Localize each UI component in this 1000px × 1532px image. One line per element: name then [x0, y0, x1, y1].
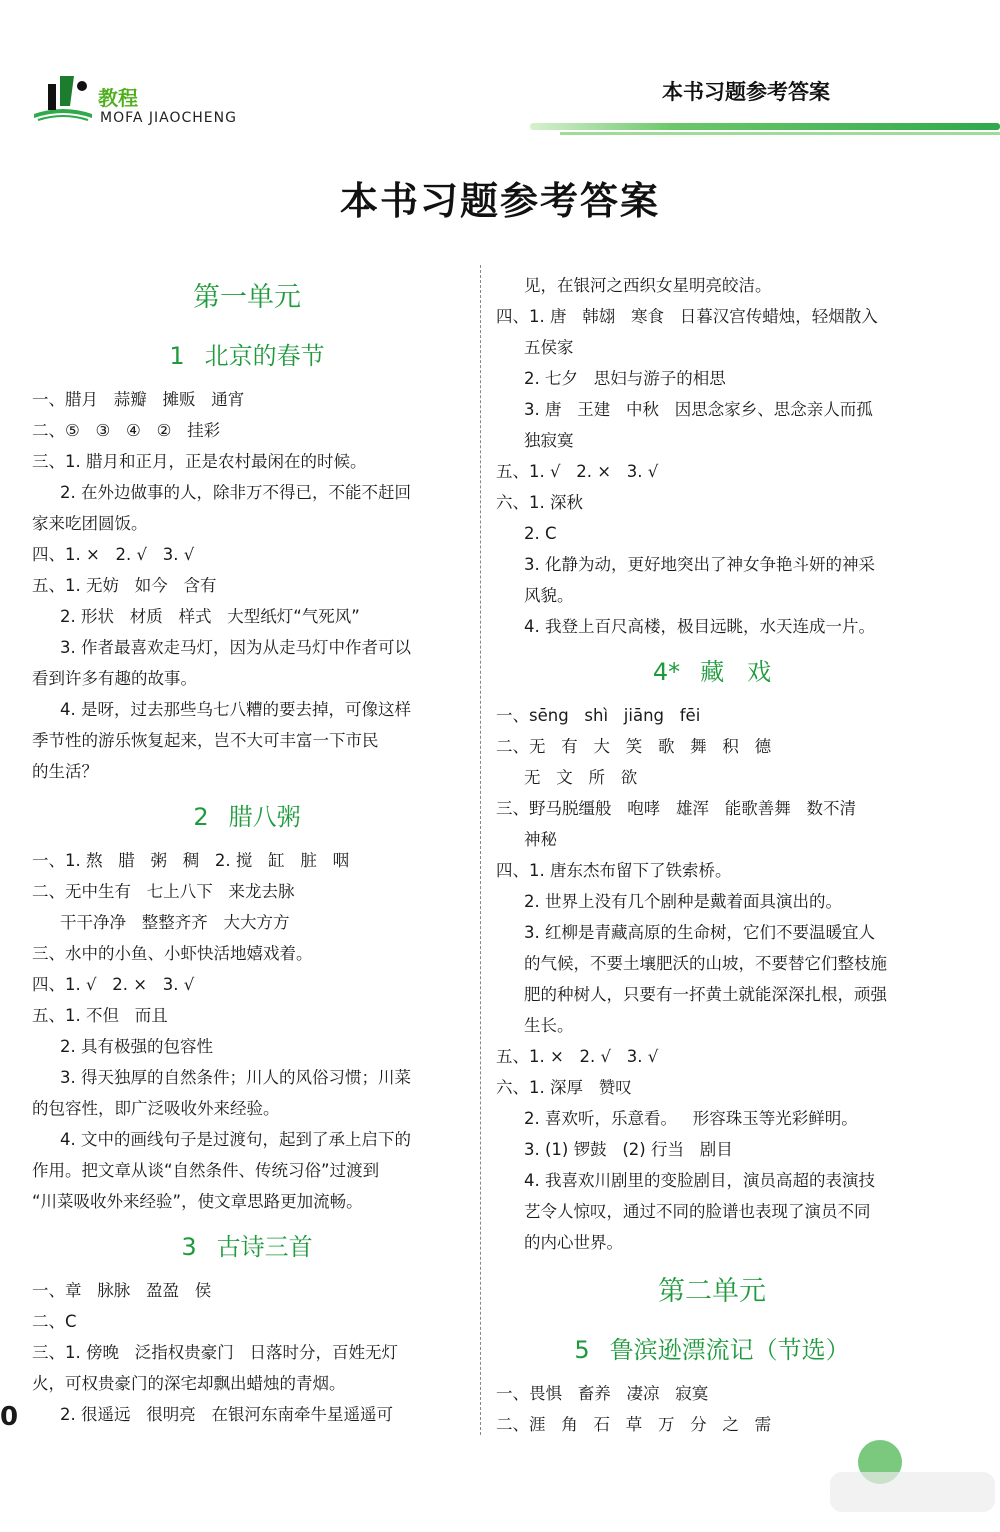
answer-line: 一、sēng shì jiāng fēi: [496, 706, 701, 725]
answer-line: 作用。把文章从谈“自然条件、传统习俗”过渡到: [32, 1161, 380, 1180]
answer-line: 神秘: [524, 830, 557, 849]
logo-text-cn: 教程: [98, 86, 138, 110]
answer-line: 一、腊月 蒜瓣 摊贩 通宵: [32, 390, 245, 409]
answer-line: 2. 在外边做事的人，除非万不得已，不能不赶回: [60, 483, 411, 502]
answer-line: 二、C: [32, 1312, 77, 1331]
answer-line: 二、涯 角 石 草 万 分 之 需: [496, 1415, 772, 1434]
answer-line: 2. 形状 材质 样式 大型纸灯“气死风”: [60, 607, 360, 626]
answer-line: 4. 是呀，过去那些乌七八糟的要去掉，可像这样: [60, 700, 411, 719]
answer-line: 2. 具有极强的包容性: [60, 1037, 213, 1056]
answer-line: 见，在银河之西织女星明亮皎洁。: [524, 276, 772, 295]
answer-line: 4. 文中的画线句子是过渡句，起到了承上启下的: [60, 1130, 411, 1149]
answer-line: 3. 红柳是青藏高原的生命树，它们不要温暖宜人: [524, 923, 875, 942]
answer-line: 二、⑤ ③ ④ ② 挂彩: [32, 421, 221, 440]
answer-line: 2. C: [524, 524, 557, 543]
answer-line: 二、无中生有 七上八下 来龙去脉: [32, 882, 295, 901]
answer-line: 家来吃团圆饭。: [32, 514, 148, 533]
answer-line: 的内心世界。: [524, 1233, 623, 1252]
answer-line: 3. 唐 王建 中秋 因思念家乡、思念亲人而孤: [524, 400, 873, 419]
answer-line: 三、水中的小鱼、小虾快活地嬉戏着。: [32, 944, 313, 963]
answer-line: 2. 很遥远 很明亮 在银河东南牵牛星遥遥可: [60, 1405, 393, 1424]
answer-line: “川菜吸收外来经验”，使文章思路更加流畅。: [32, 1192, 363, 1211]
header-decor-bar-thin: [560, 132, 1000, 135]
answer-line: 三、1. 腊月和正月，正是农村最闲在的时候。: [32, 452, 367, 471]
right-column: [496, 270, 928, 1440]
answer-line: 3. 化静为动，更好地突出了神女争艳斗妍的神采: [524, 555, 875, 574]
answer-line: 四、1. 唐 韩翃 寒食 日暮汉宫传蜡烛，轻烟散入: [496, 307, 878, 326]
lesson-heading: [496, 646, 928, 698]
answer-line: 3. 得天独厚的自然条件；川人的风俗习惯；川菜: [60, 1068, 411, 1087]
answer-line: 火，可权贵豪门的深宅却飘出蜡烛的青烟。: [32, 1374, 346, 1393]
lesson-title: 腊八粥: [228, 803, 301, 831]
answer-line: 3. (1) 锣鼓 (2) 行当 剧目: [524, 1140, 733, 1159]
lesson-title: 藏 戏: [700, 658, 772, 686]
answer-line: 肥的种树人，只要有一抔黄土就能深深扎根，顽强: [524, 985, 887, 1004]
column-divider: [480, 265, 481, 1435]
lesson-number: 5: [574, 1336, 590, 1364]
answer-line: 四、1. 唐东杰布留下了铁索桥。: [496, 861, 732, 880]
answer-line: 五侯家: [524, 338, 574, 357]
header-title: 本书习题参考答案: [662, 80, 830, 104]
answer-line: 三、1. 傍晚 泛指权贵豪门 日落时分，百姓无灯: [32, 1343, 398, 1362]
lesson-title: 鲁滨逊漂流记（节选）: [609, 1336, 850, 1364]
answer-line: 二、无 有 大 笑 歌 舞 积 德: [496, 737, 772, 756]
answer-line: 2. 喜欢听，乐意看。 形容珠玉等光彩鲜明。: [524, 1109, 858, 1128]
answer-line: 3. 作者最喜欢走马灯，因为从走马灯中作者可以: [60, 638, 411, 657]
answer-line: 4. 我喜欢川剧里的变脸剧目，演员高超的表演技: [524, 1171, 875, 1190]
answer-line: 风貌。: [524, 586, 574, 605]
answer-line: 四、1. × 2. √ 3. √: [32, 545, 195, 564]
answer-line: 生长。: [524, 1016, 574, 1035]
answer-line: 一、畏惧 畜养 凄凉 寂寞: [496, 1384, 709, 1403]
answer-line: 四、1. √ 2. × 3. √: [32, 975, 195, 994]
logo-text-en: MOFA JIAOCHENG: [100, 110, 237, 126]
answer-line: 六、1. 深秋: [496, 493, 583, 512]
unit-heading: 第一单元: [193, 282, 301, 313]
lesson-number: 3: [181, 1233, 197, 1261]
lesson-number: 1: [169, 342, 185, 370]
answer-line: 无 文 所 欲: [524, 768, 638, 787]
answer-line: 看到许多有趣的故事。: [32, 669, 197, 688]
answer-line: 三、野马脱缰般 咆哮 雄浑 能歌善舞 数不清: [496, 799, 856, 818]
answer-line: 一、章 脉脉 盈盈 侯: [32, 1281, 212, 1300]
lesson-number: 2: [193, 803, 209, 831]
lesson-heading: [32, 330, 462, 382]
answer-line: 季节性的游乐恢复起来，岂不大可丰富一下市民: [32, 731, 379, 750]
page-header: [0, 0, 1000, 160]
answer-line: 2. 七夕 思妇与游子的相思: [524, 369, 726, 388]
page-title: 本书习题参考答案: [339, 178, 660, 223]
answer-line: 一、1. 熬 腊 粥 稠 2. 搅 缸 脏 咽: [32, 851, 350, 870]
page-number: 0: [0, 1402, 19, 1432]
lesson-number: 4*: [652, 658, 681, 686]
answer-line: 五、1. 不但 而且: [32, 1006, 168, 1025]
answer-line: 五、1. √ 2. × 3. √: [496, 462, 659, 481]
lesson-heading: [32, 1221, 462, 1273]
unit-heading: 第二单元: [658, 1276, 766, 1307]
watermark-logo-icon: [820, 1432, 1000, 1522]
answer-line: 2. 世界上没有几个剧种是戴着面具演出的。: [524, 892, 842, 911]
answer-line: 五、1. × 2. √ 3. √: [496, 1047, 659, 1066]
answer-line: 六、1. 深厚 赞叹: [496, 1078, 632, 1097]
answer-line: 艺令人惊叹，通过不同的脸谱也表现了演员不同: [524, 1202, 871, 1221]
answer-line: 五、1. 无妨 如今 含有: [32, 576, 217, 595]
header-decor-bar: [530, 123, 1000, 130]
answer-line: 的生活？: [32, 762, 98, 781]
book-logo-icon: [30, 70, 96, 126]
lesson-title: 古诗三首: [216, 1233, 313, 1261]
answer-line: 4. 我登上百尺高楼，极目远眺，水天连成一片。: [524, 617, 875, 636]
answer-line: 的气候，不要土壤肥沃的山坡，不要替它们整枝施: [524, 954, 887, 973]
answer-line: 干干净净 整整齐齐 大大方方: [60, 913, 290, 932]
lesson-title: 北京的春节: [204, 342, 325, 370]
answer-line: 独寂寞: [524, 431, 574, 450]
answer-line: 的包容性，即广泛吸收外来经验。: [32, 1099, 280, 1118]
left-column: [32, 270, 462, 1430]
lesson-heading: [32, 791, 462, 843]
lesson-heading: [496, 1324, 928, 1376]
